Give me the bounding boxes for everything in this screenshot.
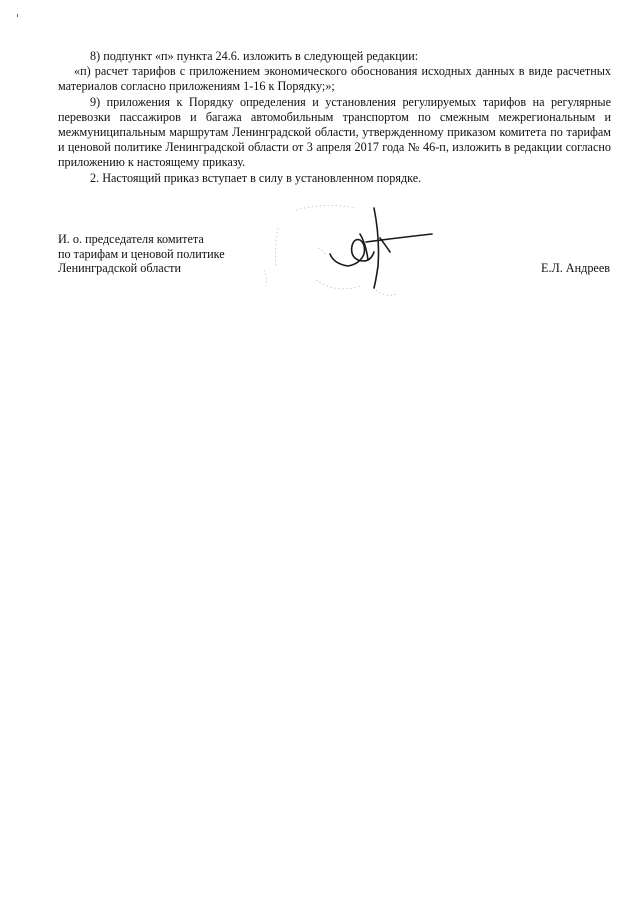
page-corner-mark <box>17 14 18 17</box>
item-2-number: 2. <box>90 170 100 185</box>
paragraph-item-8-quote <box>58 64 611 94</box>
signatory-title <box>58 232 278 276</box>
signatory-title-line-3: Ленинградской области <box>58 261 181 275</box>
paragraph-item-2 <box>58 171 611 186</box>
paragraph-item-9 <box>58 95 611 171</box>
item-8-text: подпункт «п» пункта 24.6. изложить в следующей редакции: <box>103 49 419 63</box>
item-9-text: приложения к Порядку определения и установления регулируемых тарифов на регулярные перевозки пассажиров и багажа автомобильным транспортом по смежным межрегиональным и межмуниципальным маршрутам Ленинградской области, утвержденному приказом комитета по тарифам и ценовой политике Ленинградской области от 3 апреля 2017 года № 46-п, изложить в редакции согласно приложению к настоящему приказу. <box>58 94 612 170</box>
paragraph-item-8 <box>58 49 611 64</box>
item-9-number: 9) <box>90 94 101 109</box>
signer-name: Е.Л. Андреев <box>540 261 610 275</box>
item-8-quote-text: «п) расчет тарифов с приложением экономического обоснования исходных данных в виде расчетных материалов согласно приложениям 1-16 к Порядку;»; <box>58 64 611 94</box>
item-8-number: 8) <box>90 49 101 63</box>
signatory-title-line-2: по тарифам и ценовой политике <box>58 246 225 261</box>
item-2-text: Настоящий приказ вступает в силу в установленном порядке. <box>102 170 422 185</box>
document-body <box>58 49 611 186</box>
handwritten-signature <box>256 198 446 308</box>
signatory-title-line-1: И. о. председателя комитета <box>58 232 204 246</box>
